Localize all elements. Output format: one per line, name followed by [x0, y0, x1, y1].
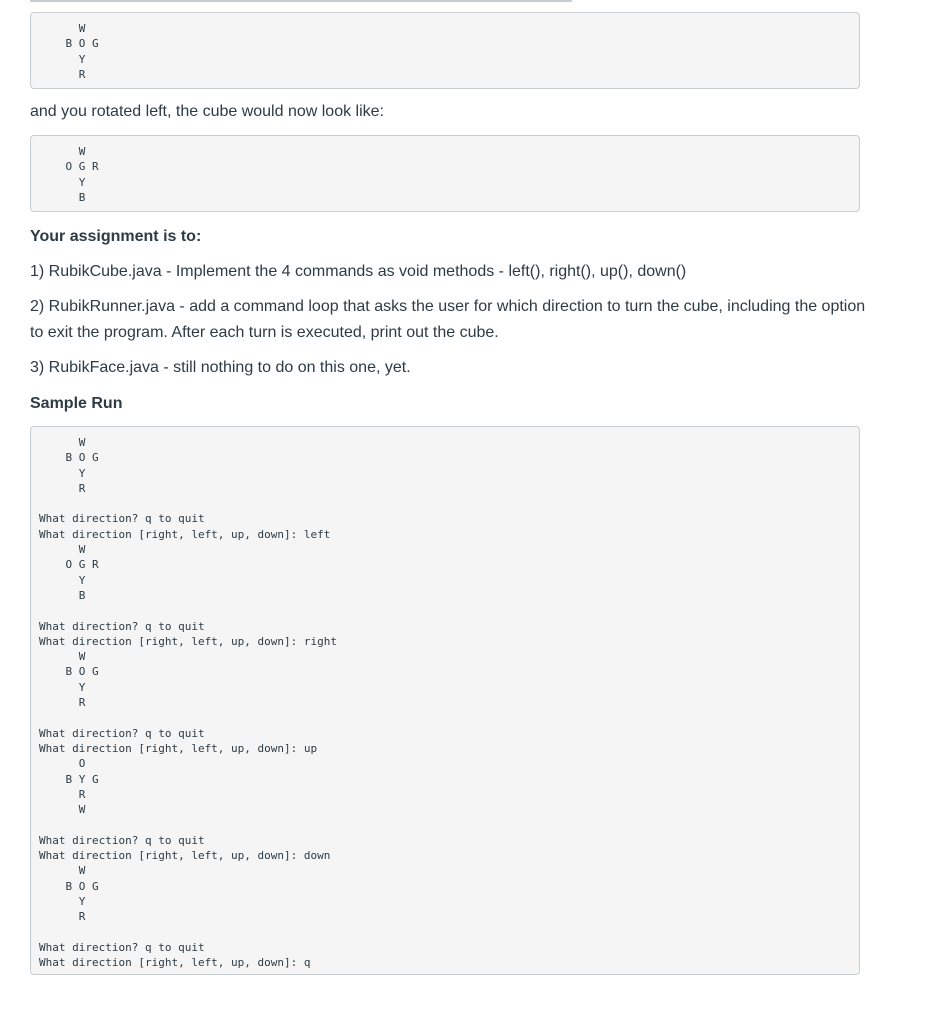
code-block-cube-initial: W B O G Y R	[30, 12, 860, 89]
top-divider	[30, 0, 572, 2]
assignment-heading: Your assignment is to:	[30, 228, 202, 245]
sample-run-heading: Sample Run	[30, 395, 123, 412]
task-item-rubikcube: 1) RubikCube.java - Implement the 4 commands as void methods - left(), right(), up(), down()	[30, 263, 687, 280]
task-item-rubikface: 3) RubikFace.java - still nothing to do on this one, yet.	[30, 359, 411, 376]
task-item-rubikrunner: 2) RubikRunner.java - add a command loop that asks the user for which direction to turn the cube, including the option to exit the program. After each turn is executed, print out the cube.	[30, 298, 866, 341]
rotated-left-text: and you rotated left, the cube would now look like:	[30, 103, 384, 120]
code-block-sample-run: W B O G Y R What direction? q to quit What direction [right, left, up, down]: left W O G R Y B What direction? q to quit What direction [right, left, up, down]: right W B O G Y R What direction? q to quit What direction [right, left, up, down]: up O B Y G R W What direction? q to quit What direction [right, left, up, down]: down W B O G Y R What direction? q to quit What direction [right, left, up, down]: q	[30, 426, 860, 975]
code-block-cube-after-left: W O G R Y B	[30, 135, 860, 212]
